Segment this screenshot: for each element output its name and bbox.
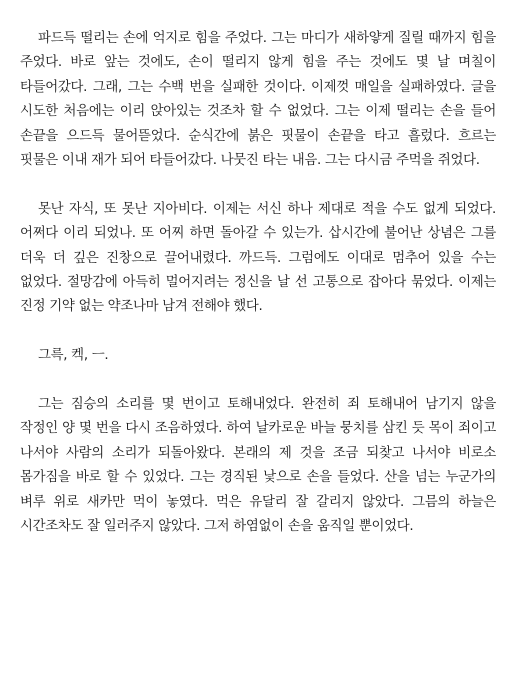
paragraph-1: 파드득 떨리는 손에 억지로 힘을 주었다. 그는 마디가 새하얗게 질릴 때까지 힘을 주었다. 바로 앞는 것에도, 손이 떨리지 않게 힘을 주는 것에도 몇 날 며칠이 타들어갔다. 그래, 그는 수백 번을 실패한 것이다. 이제껏 매일을 실패하였다. 글을 시도한 처음에는 이리 앉아있는 것조차 할 수 없었다. 그는 이제 떨리는 손을 들어 손끝을 으드득 물어뜯었다. 순식간에 붉은 핏물이 손끝을 타고 흘렀다. 흐르는 핏물은 이내 재가 되어 타들어갔다. 나뭇진 타는 내음. 그는 다시금 주먹을 쥐었다. (20, 31, 496, 169)
paragraph-3: 그륵, 켁, ㅡ. (38, 348, 109, 364)
paragraph-4: 그는 짐승의 소리를 몇 번이고 토해내었다. 완전히 죄 토해내어 남기지 않을 작정인 양 몇 번을 다시 조음하였다. 하여 날카로운 바늘 뭉치를 삼킨 듯 목이 죄이고 나서야 사람의 소리가 되돌아왔다. 본래의 제 것을 조금 되찾고 나서야 비로소 몸가짐을 바로 할 수 있었다. 그는 경직된 낯으로 손을 들었다. 산을 넘는 누군가의 벼루 위로 새카만 먹이 놓였다. 먹은 유달리 잘 갈리지 않았다. 그믐의 하늘은 시간조차도 잘 일러주지 않았다. 그저 하염없이 손을 움직일 뿐이었다. (20, 397, 496, 535)
paragraph-gap (20, 173, 496, 197)
paragraph-gap (20, 320, 496, 344)
paragraph-gap (20, 369, 496, 393)
paragraph-2: 못난 자식, 또 못난 지아비다. 이제는 서신 하나 제대로 적을 수도 없게 되었다. 어쩌다 이리 되었나. 또 어찌 하면 돌아갈 수 있는가. 삽시간에 불어난 상념은 그를 더욱 더 깊은 진창으로 끌어내렸다. 까드득. 그럼에도 이대로 멈추어 있을 수는 없었다. 절망감에 아득히 멀어지려는 정신을 날 선 고통으로 잡아다 묶었다. 이제는 진정 기약 없는 약조나마 남겨 전해야 했다. (20, 201, 496, 315)
document-body (20, 27, 496, 539)
